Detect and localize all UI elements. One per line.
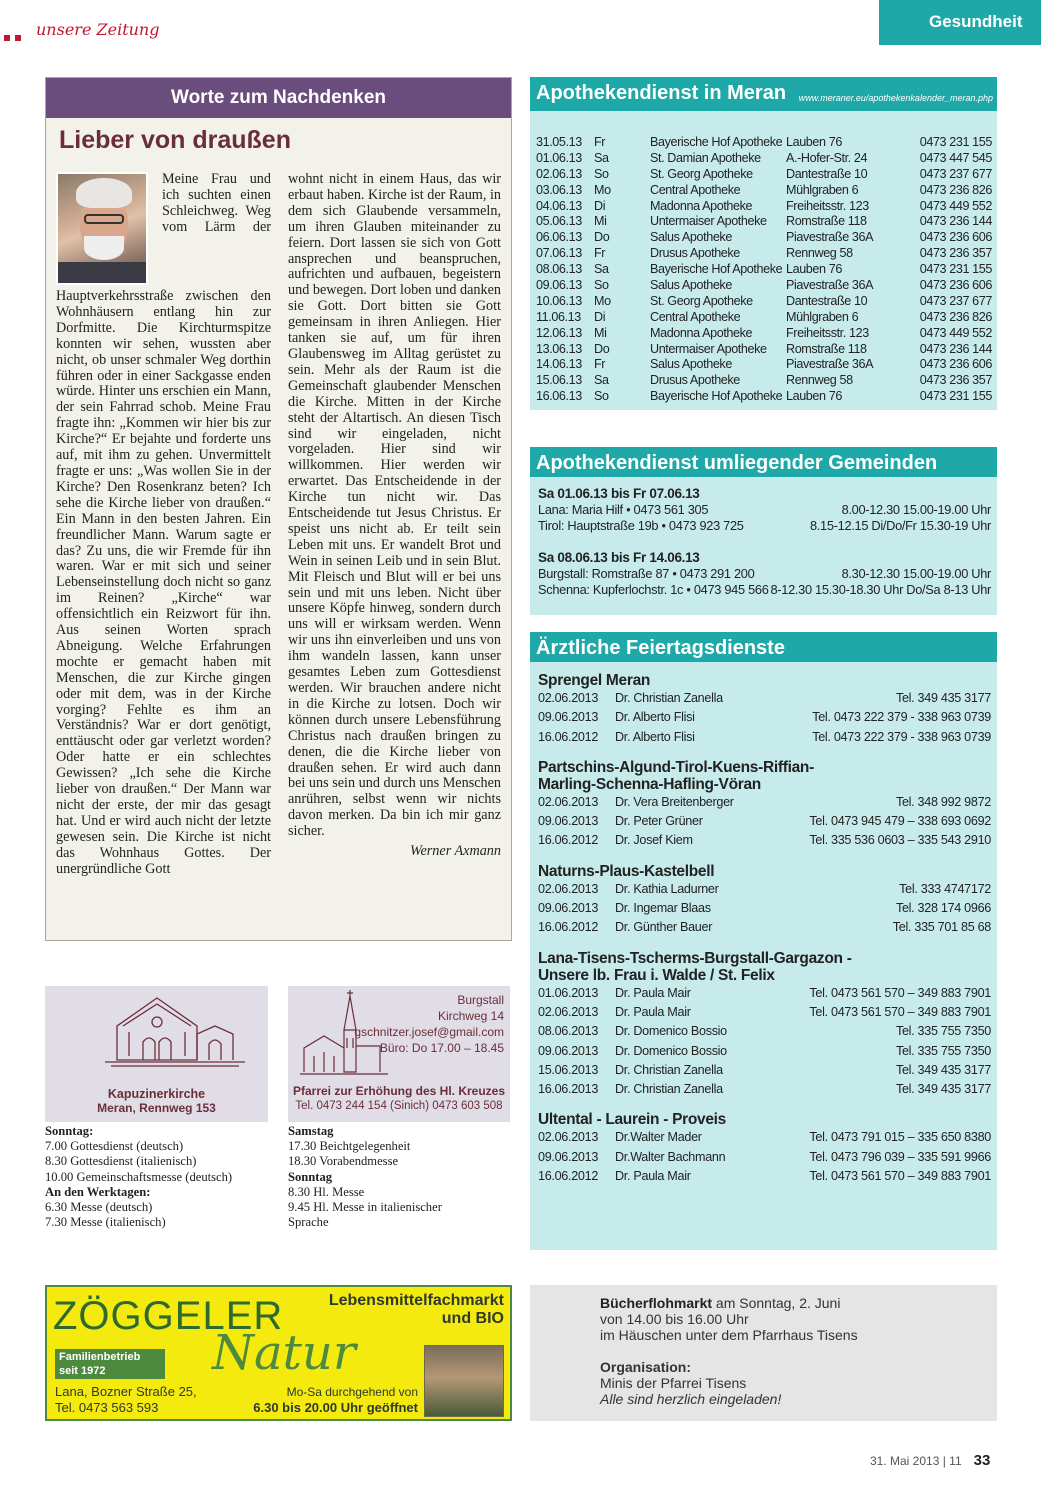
- doctor-row: [538, 880, 991, 899]
- doctor-phone: Tel. 335 755 7350: [895, 1024, 991, 1039]
- schedule-line: 18.30 Vorabendmesse: [288, 1154, 399, 1169]
- pharmacy-address: Freiheitsstr. 123: [786, 325, 869, 340]
- doctor-name: Dr. Ingemar Blaas: [615, 901, 711, 916]
- pharmacy-date: 15.06.13: [536, 373, 582, 388]
- pharmacy-name: Central Apotheke: [650, 309, 741, 324]
- duty-date: 09.06.2013: [538, 1043, 599, 1058]
- pharmacy-weekday: Mo: [594, 293, 611, 308]
- doctor-name: Dr.Walter Mader: [615, 1130, 702, 1145]
- duty-date: 16.06.2012: [538, 729, 599, 744]
- doctor-row: [538, 1042, 991, 1061]
- doctor-name: Dr. Alberto Flisi: [615, 710, 695, 725]
- doctor-name: Dr. Peter Grüner: [615, 814, 703, 829]
- pharmacy-row: [536, 342, 992, 358]
- schedule-line: 7.00 Gottesdienst (deutsch): [45, 1139, 184, 1154]
- pharmacy-row: [538, 566, 991, 582]
- doctor-phone: Tel. 0473 945 479 – 338 693 0692: [809, 814, 991, 829]
- duty-date: 02.06.2013: [538, 691, 599, 705]
- doctors-panel: [530, 632, 997, 1250]
- pharmacy-row: [538, 518, 991, 534]
- book-market-place: im Häuschen unter dem Pfarrhaus Tisens: [600, 1327, 858, 1343]
- duty-date: 16.06.2012: [538, 920, 599, 935]
- pharmacy-address: Romstraße 118: [786, 341, 867, 356]
- pharmacy-phone: 0473 237 677: [919, 166, 992, 181]
- pharmacy-date: 05.06.13: [536, 214, 582, 229]
- pharmacy-hours: 8.30-12.30 15.00-19.00 Uhr: [841, 565, 991, 581]
- schedule-line: 8.30 Hl. Messe: [288, 1184, 365, 1199]
- doctor-phone: Tel. 335 755 7350: [895, 1043, 991, 1058]
- schedule-line: Samstag: [288, 1124, 334, 1138]
- doctor-phone: Tel. 0473 222 379 - 338 963 0739: [812, 710, 991, 725]
- duty-date: 02.06.2013: [538, 794, 599, 809]
- doctor-phone: Tel. 349 435 3177: [895, 1062, 991, 1077]
- pharmacy-phone: 0473 236 606: [919, 230, 992, 245]
- pharmacy-name: Untermaiser Apotheke: [650, 341, 767, 356]
- pharmacy-date: 03.06.13: [536, 182, 582, 197]
- pharmacy-address: Rennweg 58: [786, 246, 853, 261]
- schedule-line: 8.30 Gottesdienst (italienisch): [45, 1154, 197, 1169]
- pharmacy-row: [536, 389, 992, 405]
- family-photo: [424, 1345, 504, 1417]
- doctor-row: [538, 1080, 991, 1099]
- doctor-row: [538, 984, 991, 1003]
- duty-date: 02.06.2013: [538, 881, 599, 896]
- pharmacy-weekday: Do: [594, 230, 610, 245]
- pharmacy-region-body: [530, 477, 997, 597]
- pharmacy-hours: 8.15-12.15 Di/Do/Fr 15.30-19 Uhr: [809, 517, 991, 533]
- pharmacy-weekday: Mi: [594, 214, 607, 229]
- pharmacy-phone: 0473 237 677: [919, 293, 992, 308]
- pharmacy-row: [536, 183, 992, 199]
- doctor-row: [538, 1061, 991, 1080]
- doctor-phone: Tel. 328 174 0966: [895, 901, 991, 916]
- pharmacy-row: [536, 373, 992, 389]
- family-badge: [55, 1349, 165, 1379]
- pharmacy-hours: 8-12.30 15.30-18.30 Uhr Do/Sa 8-13 Uhr: [770, 581, 991, 597]
- pharmacy-address: Lauben 76: [786, 135, 842, 149]
- pfarrei-phone: Tel. 0473 244 154 (Sinich) 0473 603 508: [295, 1100, 503, 1112]
- family-badge-line: seit 1972: [59, 1365, 106, 1377]
- doctor-row: [538, 1148, 991, 1167]
- duty-date: 02.06.2013: [538, 1130, 599, 1145]
- article-column-2: [288, 172, 501, 860]
- duty-date: 08.06.2013: [538, 1024, 599, 1039]
- pharmacy-row: [536, 246, 992, 262]
- pharmacy-weekday: So: [594, 278, 609, 293]
- schedule-line: Sonntag:: [45, 1124, 94, 1138]
- doctor-name: Dr. Domenico Bossio: [615, 1043, 727, 1058]
- kapuzinerkirche-address: Meran, Rennweg 153: [97, 1101, 216, 1115]
- pfarrei-name: Pfarrei zur Erhöhung des Hl. Kreuzes: [292, 1084, 506, 1098]
- pharmacy-date: 07.06.13: [536, 246, 582, 261]
- pharmacy-weekday: Fr: [594, 357, 606, 372]
- doctor-phone: Tel. 349 435 3177: [895, 1082, 991, 1097]
- duty-date: 15.06.2013: [538, 1062, 599, 1077]
- pharmacy-name: Bayerische Hof Apotheke: [650, 135, 783, 149]
- pharmacy-weekday: Fr: [594, 246, 606, 261]
- pharmacy-address: Piavestraße 36A: [786, 357, 874, 372]
- pharmacy-date: 10.06.13: [536, 293, 582, 308]
- pharmacy-region-panel: [530, 447, 997, 615]
- pharmacy-weekday: Mi: [594, 325, 607, 340]
- pharmacy-hours: 8.00-12.30 15.00-19.00 Uhr: [841, 501, 991, 517]
- period-2: Sa 08.06.13 bis Fr 14.06.13: [538, 549, 700, 565]
- doctor-name: Dr. Josef Kiem: [615, 833, 693, 848]
- pharmacy-weekday: Di: [594, 309, 606, 324]
- kapuzinerkirche-schedule: [45, 1124, 268, 1230]
- doctor-name: Dr. Christian Zanella: [615, 1082, 723, 1097]
- duty-date: 09.06.2013: [538, 710, 599, 725]
- article-title: Lieber von draußen: [59, 126, 291, 154]
- doctor-row: [538, 793, 991, 812]
- pfarrei-box: [288, 986, 510, 1122]
- pharmacy-meran-header: [530, 77, 997, 111]
- doctor-name: Dr. Paula Mair: [615, 1169, 691, 1184]
- doctor-name: Dr. Christian Zanella: [615, 1062, 723, 1077]
- invitation-text: Alle sind herzlich eingeladen!: [600, 1391, 782, 1407]
- schedule-line: An den Werktagen:: [45, 1184, 151, 1199]
- duty-date: 09.06.2013: [538, 814, 599, 829]
- pharmacy-row: [536, 167, 992, 183]
- pharmacy-name: Burgstall: Romstraße 87 • 0473 291 200: [538, 565, 755, 581]
- schedule-line: Sprache: [288, 1215, 329, 1230]
- article-heading: Worte zum Nachdenken: [46, 78, 511, 118]
- pharmacy-date: 04.06.13: [536, 198, 582, 213]
- doctor-name: Dr. Christian Zanella: [615, 691, 723, 705]
- pharmacy-date: 08.06.13: [536, 262, 582, 277]
- period-1: Sa 01.06.13 bis Fr 07.06.13: [538, 486, 700, 501]
- organisation-name: Minis der Pfarrei Tisens: [600, 1375, 747, 1391]
- pfarrei-office-hours: Büro: Do 17.00 – 18.45: [379, 1041, 504, 1055]
- ad-phone: Tel. 0473 563 593: [55, 1400, 159, 1415]
- pharmacy-date: 06.06.13: [536, 230, 582, 245]
- zoeggeler-ad: [45, 1285, 512, 1421]
- pfarrei-contact: [354, 992, 504, 1056]
- region-name: Sprengel Meran: [538, 672, 651, 689]
- pharmacy-phone: 0473 449 552: [919, 198, 992, 213]
- region-name: Naturns-Plaus-Kastelbell: [538, 862, 715, 880]
- pharmacy-row: [536, 310, 992, 326]
- doctor-phone: Tel. 0473 561 570 – 349 883 7901: [809, 985, 991, 1000]
- schedule-line: Sonntag: [288, 1169, 333, 1184]
- article-author: Werner Axmann: [409, 843, 501, 860]
- pharmacy-weekday: Fr: [594, 135, 606, 149]
- pharmacy-date: 12.06.13: [536, 325, 582, 340]
- doctor-name: Dr. Vera Breitenberger: [615, 794, 734, 809]
- doctor-name: Dr. Domenico Bossio: [615, 1024, 727, 1039]
- doctor-phone: Tel. 333 4747172: [899, 881, 991, 896]
- doctor-phone: Tel. 0473 222 379 - 338 963 0739: [812, 729, 991, 744]
- pharmacy-date: 13.06.13: [536, 341, 582, 356]
- doctor-row: [538, 899, 991, 918]
- pharmacy-name: Tirol: Hauptstraße 19b • 0473 923 725: [538, 517, 744, 533]
- doctor-name: Dr. Paula Mair: [615, 985, 691, 1000]
- ad-hours: [253, 1384, 418, 1416]
- doctor-phone: Tel. 335 701 85 68: [892, 920, 991, 935]
- pharmacy-name: Madonna Apotheke: [650, 198, 753, 213]
- book-market-time: von 14.00 bis 16.00 Uhr: [600, 1311, 749, 1327]
- doctor-name: Dr. Kathia Ladurner: [615, 881, 719, 896]
- ad-hours-time: 6.30 bis 20.00 Uhr geöffnet: [253, 1400, 418, 1415]
- pharmacy-row: [536, 135, 992, 151]
- ad-tagline-line: und BIO: [441, 1310, 504, 1327]
- pharmacy-phone: 0473 236 606: [919, 278, 992, 293]
- schedule-line: 10.00 Gemeinschaftsmesse (deutsch): [45, 1169, 233, 1184]
- pharmacy-phone: 0473 236 144: [919, 214, 992, 229]
- pharmacy-address: Lauben 76: [786, 389, 842, 404]
- pharmacy-row: [538, 582, 991, 598]
- pharmacy-address: Romstraße 118: [786, 214, 867, 229]
- pharmacy-address: A.-Hofer-Str. 24: [786, 150, 868, 165]
- pharmacy-address: Dantestraße 10: [786, 166, 868, 181]
- pharmacy-row: [536, 357, 992, 373]
- pfarrei-place: Burgstall: [457, 993, 504, 1007]
- pharmacy-name: Lana: Maria Hilf • 0473 561 305: [538, 501, 709, 517]
- pharmacy-phone: 0473 236 357: [919, 373, 992, 388]
- organisation-label: Organisation:: [600, 1359, 692, 1375]
- issue-date: 31. Mai 2013 | 11: [870, 1454, 962, 1468]
- doctors-body: [530, 662, 997, 1186]
- pharmacy-name: Drusus Apotheke: [650, 246, 740, 261]
- pharmacy-row: [536, 151, 992, 167]
- doctor-name: Dr.Walter Bachmann: [615, 1149, 726, 1164]
- family-badge-line: Familienbetrieb: [59, 1351, 141, 1363]
- pharmacy-meran-title: Apothekendienst in Meran: [536, 82, 787, 104]
- doctor-row: [538, 1003, 991, 1022]
- pharmacy-address: Piavestraße 36A: [786, 278, 874, 293]
- pharmacy-phone: 0473 236 826: [919, 182, 992, 197]
- doctor-phone: Tel. 0473 561 570 – 349 883 7901: [809, 1004, 991, 1019]
- ad-tagline: [329, 1292, 504, 1328]
- schedule-line: 6.30 Messe (deutsch): [45, 1200, 153, 1215]
- page-footer: [870, 1452, 990, 1469]
- pharmacy-row: [536, 262, 992, 278]
- duty-date: 01.06.2013: [538, 985, 599, 1000]
- duty-date: 16.06.2013: [538, 1082, 599, 1097]
- pharmacy-address: Rennweg 58: [786, 373, 853, 388]
- pharmacy-row: [538, 502, 991, 518]
- church-building-icon: [45, 986, 268, 1082]
- doctor-phone: Tel. 348 992 9872: [895, 794, 991, 809]
- pharmacy-phone: 0473 449 552: [919, 325, 992, 340]
- doctor-row: [538, 918, 991, 937]
- doctor-phone: Tel. 0473 796 039 – 335 591 9966: [809, 1149, 991, 1164]
- pharmacy-phone: 0473 236 357: [919, 246, 992, 261]
- article-box: [45, 77, 512, 941]
- pharmacy-row: [536, 294, 992, 310]
- pharmacy-name: Schenna: Kupferlochstr. 1c • 0473 945 566: [538, 581, 769, 597]
- pharmacy-address: Lauben 76: [786, 262, 842, 277]
- pharmacy-name: Salus Apotheke: [650, 357, 732, 372]
- pharmacy-address: Dantestraße 10: [786, 293, 868, 308]
- pharmacy-address: Piavestraße 36A: [786, 230, 874, 245]
- kapuzinerkirche-name: Kapuzinerkirche: [107, 1087, 206, 1101]
- duty-date: 16.06.2012: [538, 833, 599, 848]
- doctor-name: Dr. Alberto Flisi: [615, 729, 695, 744]
- doctor-phone: Tel. 349 435 3177: [895, 691, 991, 705]
- doctor-row: [538, 1167, 991, 1186]
- pharmacy-row: [536, 199, 992, 215]
- pharmacy-row: [536, 230, 992, 246]
- pharmacy-name: Bayerische Hof Apotheke: [650, 389, 783, 404]
- pharmacy-weekday: Sa: [594, 262, 609, 277]
- doctor-phone: Tel. 0473 791 015 – 335 650 8380: [809, 1130, 991, 1145]
- duty-date: 02.06.2013: [538, 1004, 599, 1019]
- pharmacy-phone: 0473 236 826: [919, 309, 992, 324]
- pharmacy-region-title: Apothekendienst umliegender Gemeinden: [530, 447, 997, 477]
- schedule-line: 7.30 Messe (italienisch): [45, 1215, 166, 1230]
- doctor-row: [538, 708, 991, 727]
- pharmacy-row: [536, 278, 992, 294]
- article-text-2: wohnt nicht in einem Haus, das wir erbaut haben. Kirche ist der Raum, in dem sich Glaubende versammeln, um ihren Glauben miteinander zu feiern. Dort lassen sie sich von Gott ansprechen und beanspruchen, aufrichten und aufbauen, begeistern und bewegen. Dort loben und danken sie Gott. Dort bitten sie Gott gemeinsam in ihren Anliegen. Hier tanken sie auf, um für ihren Glaubensweg im Alltag gerüstet zu sein. Mehr als der Raum ist die Gemeinschaft glaubender Menschen die Kirche. Mitten in der Kirche steht der Altartisch. An diesen Tisch sind wir eingeladen, nicht vorgeladen. Hier sind wir willkommen. Hier werden wir erwartet. Das Entscheidende in der Kirche tun nicht wir. Das Entscheidende tut Jesus Christus. Er speist uns nicht ab. Er teilt sein Leben mit uns. Er wandelt Brot und Wein in seinen Leib und in sein Blut. Mit Fleisch und Blut will er bei uns sein und mit uns leben. Nicht über unsere Köpfe hinweg, sondern durch uns will er wirksam werden. Wenn wir uns ihn einverleiben und uns von ihm wandeln lassen, kann unser gesamtes Leben zum Gottesdienst werden. Wir brauchen andere nicht in die Kirche zu lotsen. Doch wir können durch unsere Lebensführung Christus nach draußen bringen zu denen, die die Kirche lieber von draußen sehen. Er wird auch dann bei uns sein und durch uns Menschen anrühren, selbst wenn wir nichts davon merken. Da bin ich mir ganz sicher.: [288, 171, 501, 840]
- region-name: Partschins-Algund-Tirol-Kuens-Riffian- Marling-Schenna-Hafling-Vöran: [538, 758, 814, 793]
- pharmacy-weekday: So: [594, 389, 609, 404]
- doctor-row: [538, 1022, 991, 1041]
- pharmacy-weekday: So: [594, 166, 609, 181]
- pharmacy-weekday: Sa: [594, 373, 609, 388]
- pharmacy-name: St. Damian Apotheke: [650, 150, 761, 165]
- pharmacy-phone: 0473 447 545: [919, 150, 992, 165]
- pharmacy-name: Drusus Apotheke: [650, 373, 740, 388]
- zoeggeler-brand: ZÖGGELER: [53, 1294, 284, 1338]
- pharmacy-phone: 0473 236 606: [919, 357, 992, 372]
- ad-hours-line: Mo-Sa durchgehend von: [286, 1385, 418, 1399]
- pharmacy-meran-panel: [530, 77, 997, 410]
- doctor-row: [538, 812, 991, 831]
- pharmacy-name: St. Georg Apotheke: [650, 293, 753, 308]
- pharmacy-address: Mühlgraben 6: [786, 182, 859, 197]
- pharmacy-weekday: Di: [594, 198, 606, 213]
- pharmacy-name: Central Apotheke: [650, 182, 741, 197]
- pharmacy-name: Salus Apotheke: [650, 230, 732, 245]
- kapuzinerkirche-box: [45, 986, 268, 1122]
- pharmacy-phone: 0473 236 144: [919, 341, 992, 356]
- doctor-phone: Tel. 335 536 0603 – 335 543 2910: [809, 833, 991, 848]
- pharmacy-phone: 0473 231 155: [919, 389, 992, 404]
- pharmacy-date: 01.06.13: [536, 150, 582, 165]
- pharmacy-address: Mühlgraben 6: [786, 309, 859, 324]
- pfarrei-street: Kirchweg 14: [437, 1009, 504, 1023]
- doctor-row: [538, 1128, 991, 1147]
- schedule-line: 9.45 Hl. Messe in italienischer: [288, 1200, 442, 1215]
- region-name: Lana-Tisens-Tscherms-Burgstall-Gargazon - Unsere lb. Frau i. Walde / St. Felix: [538, 949, 852, 984]
- article-text-1: Meine Frau und ich suchten einen Schleichweg. Weg vom Lärm der Hauptverkehrsstraße zwischen den Wohnhäusern entlang hin zur Dorfmitte. Die Kirchturmspitze konnten wir sehen, wussten aber nicht, ob unser schmaler Weg dorthin führen oder in einer Sackgasse enden würde. Hinter uns erschien ein Mann, der sein Fahrrad schob. Meine Frau fragte ihn: „Kommen wir hier bis zur Kirche?“ Er bejahte und forderte uns auf, mit ihm zu gehen. Unvermittelt fragte er uns: „Was wollen Sie in der Kirche? Den Rosenkranz beten? Ich sehe die Kirche lieber von draußen.“ Ein Mann in den besten Jahren. Ein freundlicher Mann. Warum sagte er das? Zu uns, die wir Fremde für ihn waren. War er mit sich und seiner Lebenseinstellung doch nicht so ganz im Reinen? „Kirche“ war offensichtlich ein Reizwort für ihn. Aus seinen Worten sprach Abneigung. Welche Erfahrungen mochte er gemacht haben mit Menschen, die zur Kirche gingen oder mit dem, was in der Kirche vorging? Fehlte es ihm an Verständnis? War er dort genötigt, enttäuscht oder gar verletzt worden? Oder hatte er ein schlechtes Gewissen? „Ich sehe die Kirche lieber von draußen.“ Der Mann war nicht der erste, der mir das gesagt hat. Und er wird auch nicht der letzte gewesen sein. Die Kirche ist nicht das Wohnhaus Gottes. Der unergründliche Gott: [56, 171, 271, 877]
- doctor-row: [538, 689, 991, 708]
- article-column-1: [56, 172, 271, 878]
- pharmacy-date: 31.05.13: [536, 135, 582, 149]
- page-number: 33: [973, 1452, 991, 1469]
- ad-address-line: Lana, Bozner Straße 25,: [55, 1384, 197, 1399]
- pharmacy-table: [536, 135, 992, 405]
- natur-script: Natur: [212, 1325, 356, 1381]
- pharmacy-name: Salus Apotheke: [650, 278, 732, 293]
- pharmacy-calendar-link[interactable]: www.meraner.eu/apothekenkalender_meran.php: [798, 93, 993, 103]
- doctor-row: [538, 831, 991, 850]
- pharmacy-name: Bayerische Hof Apotheke: [650, 262, 783, 277]
- pharmacy-row: [536, 326, 992, 342]
- schedule-line: 17.30 Beichtgelegenheit: [288, 1139, 411, 1154]
- pharmacy-name: Untermaiser Apotheke: [650, 214, 767, 229]
- duty-date: 16.06.2012: [538, 1169, 599, 1184]
- logo-marks: [4, 28, 30, 36]
- duty-date: 09.06.2013: [538, 901, 599, 916]
- pharmacy-weekday: Do: [594, 341, 610, 356]
- doctor-phone: Tel. 0473 561 570 – 349 883 7901: [809, 1169, 991, 1184]
- publication-logo: unsere Zeitung: [36, 20, 160, 39]
- pharmacy-name: St. Georg Apotheke: [650, 166, 753, 181]
- doctor-name: Dr. Paula Mair: [615, 1004, 691, 1019]
- pharmacy-date: 02.06.13: [536, 166, 582, 181]
- doctors-title: Ärztliche Feiertagsdienste: [530, 632, 997, 662]
- doctor-name: Dr. Günther Bauer: [615, 920, 713, 935]
- pharmacy-date: 11.06.13: [536, 309, 581, 324]
- book-market-title: Bücherflohmarkt: [600, 1295, 713, 1311]
- pharmacy-phone: 0473 231 155: [919, 135, 992, 149]
- pfarrei-schedule: [288, 1124, 510, 1230]
- pharmacy-row: [536, 214, 992, 230]
- doctor-row: [538, 728, 991, 747]
- pharmacy-phone: 0473 231 155: [919, 262, 992, 277]
- pharmacy-date: 14.06.13: [536, 357, 582, 372]
- pharmacy-date: 16.06.13: [536, 389, 582, 404]
- pfarrei-email[interactable]: gschnitzer.josef@gmail.com: [354, 1025, 504, 1039]
- ad-address: [55, 1384, 197, 1416]
- duty-date: 09.06.2013: [538, 1149, 599, 1164]
- book-market-notice: [530, 1285, 997, 1421]
- pharmacy-date: 09.06.13: [536, 278, 582, 293]
- pharmacy-address: Freiheitsstr. 123: [786, 198, 869, 213]
- pharmacy-weekday: Mo: [594, 182, 611, 197]
- region-name: Ultental - Laurein - Proveis: [538, 1111, 726, 1129]
- ad-tagline-line: Lebensmittelfachmarkt: [328, 1292, 504, 1309]
- book-market-date: am Sonntag, 2. Juni: [712, 1295, 841, 1311]
- section-tab: Gesundheit: [879, 0, 1041, 45]
- pharmacy-name: Madonna Apotheke: [650, 325, 753, 340]
- pharmacy-weekday: Sa: [594, 150, 609, 165]
